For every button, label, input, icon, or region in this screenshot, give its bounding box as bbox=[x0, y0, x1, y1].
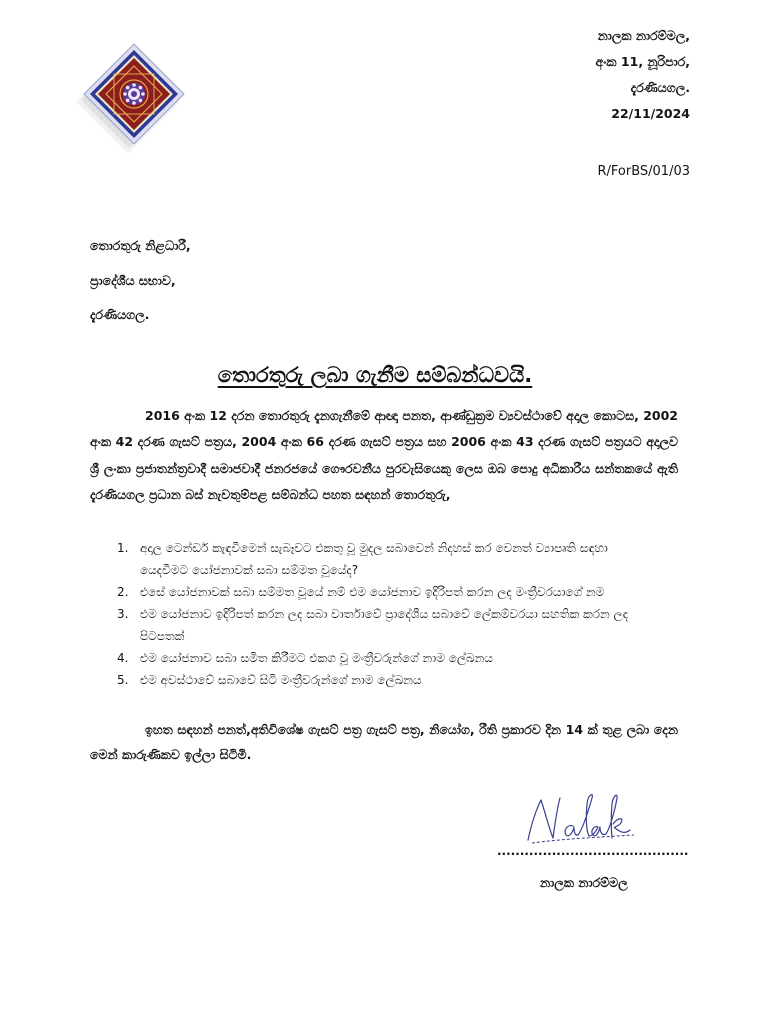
request-number: 3. bbox=[117, 607, 129, 621]
emblem-petal bbox=[132, 101, 136, 105]
handwritten-signature bbox=[516, 786, 640, 848]
request-text: අදාල ටෙන්ඩර් කැඳවීමෙන් සැබෑවට එකතු වූ මුදල සබාවෙන් නිදහස් කර වෙනත් ව්‍යාපෘති සඳහා යෙදවීමට යෝජනාවක් සබා සම්මත වූයේද? bbox=[140, 541, 608, 577]
sender-town: දැරණියගල. bbox=[630, 80, 690, 95]
emblem-petal bbox=[126, 86, 130, 90]
request-item bbox=[112, 603, 657, 647]
request-number: 1. bbox=[117, 541, 129, 555]
signature-stroke bbox=[528, 795, 630, 840]
letter-subject bbox=[90, 359, 660, 391]
closing-paragraph: ඉහත සඳහන් පනත්,අතිවිශේෂ ගැසට් පත්‍ර ගැසට් පත්‍ර, නියෝග, රීති ප්‍රකාරව දින 14 ක් තුළ ලබා දෙන මෙන් කාරුණිකව ඉල්ලා සිටිමි. bbox=[90, 722, 678, 762]
request-item bbox=[112, 647, 657, 669]
recipient-town: දැරණියගල. bbox=[90, 307, 150, 322]
request-text: එසේ යෝජනාවක් සබා සම්මත වූයේ නම් එම යෝජනාව ඉදිරිපත් කරන ලද මංත්‍රීවරයාගේ නම bbox=[140, 585, 605, 599]
request-item bbox=[112, 537, 657, 581]
request-item bbox=[112, 581, 657, 603]
emblem-petal bbox=[126, 99, 130, 103]
letter-date: 22/11/2024 bbox=[611, 106, 690, 121]
sender-street: අංක 11, නූරිපාර, bbox=[595, 54, 690, 69]
emblem-petal bbox=[139, 86, 143, 90]
sender-name: නාලක නාරම්මල, bbox=[597, 28, 690, 43]
signature-line: .......................................... bbox=[497, 844, 689, 858]
signature-underline bbox=[532, 835, 634, 843]
intro-paragraph: 2016 අංක 12 දරන තොරතුරු දැනගැනීමේ ආඥා පනත, ආණ්ඩුක්‍රම ව්‍යවස්ථාවේ අදාල කොටස, 2002 අංක 42 දරණ ගැසට් පත්‍රය, 2004 අංක 66 දරණ ගැසට් පත්‍රය සහ 2006 අංක 43 දරණ ගැසට් පත්‍රයට අදාලව ශ්‍රී ලංකා ප්‍රජාතන්ත්‍රවාදී සමාජවාදී ජනරජයේ ගෞරවනීය පුරවැසියෙකු ලෙස ඔබ පොදු අධිකාරීය සන්තකයේ ඇති දැරණියගල ප්‍රධාන බස් නැවතුම්පළ සම්බන්ධ පහත සඳහන් තොරතුරු, bbox=[90, 408, 678, 502]
recipient-office: ප්‍රාදේශීය සභාව, bbox=[90, 272, 176, 288]
emblem-rosette-core bbox=[131, 91, 137, 97]
emblem-petal bbox=[132, 83, 136, 87]
request-text: එම යෝජනාව ඉදිරිපත් කරන ලද සබා වාර්තාවේ ප්‍රාදේශීය සබාවේ ලේකම්වරයා සහතික කරන ලද පිටපතක් bbox=[140, 607, 629, 643]
emblem-icon bbox=[76, 38, 192, 154]
request-item bbox=[112, 669, 657, 691]
recipient-address bbox=[90, 229, 490, 333]
subject-text: තොරතුරු ලබා ගැනීම සම්බන්ධවයි. bbox=[217, 363, 533, 387]
reference-number: R/ForBS/01/03 bbox=[597, 164, 690, 179]
request-text: එම අවස්ථාවේ සබාවේ සිටි මංත්‍රීවරුන්ගේ නාම ලේඛනය bbox=[140, 673, 422, 687]
emblem-petal bbox=[139, 99, 143, 103]
request-number: 2. bbox=[117, 585, 129, 599]
request-list bbox=[112, 537, 657, 691]
signer-name: නාලක නාරම්මල bbox=[540, 875, 628, 890]
request-text: එම යෝජනාව සබා සමිත කිරීමට එකග වූ මංත්‍රීවරුන්ගේ නාම ලේඛනය bbox=[140, 651, 493, 665]
recipient-designation: තොරතුරු නිළධාරී, bbox=[90, 238, 191, 253]
request-number: 4. bbox=[117, 651, 129, 665]
sender-address bbox=[410, 23, 690, 127]
request-number: 5. bbox=[117, 673, 129, 687]
emblem-petal bbox=[141, 92, 145, 96]
emblem-petal bbox=[123, 92, 127, 96]
